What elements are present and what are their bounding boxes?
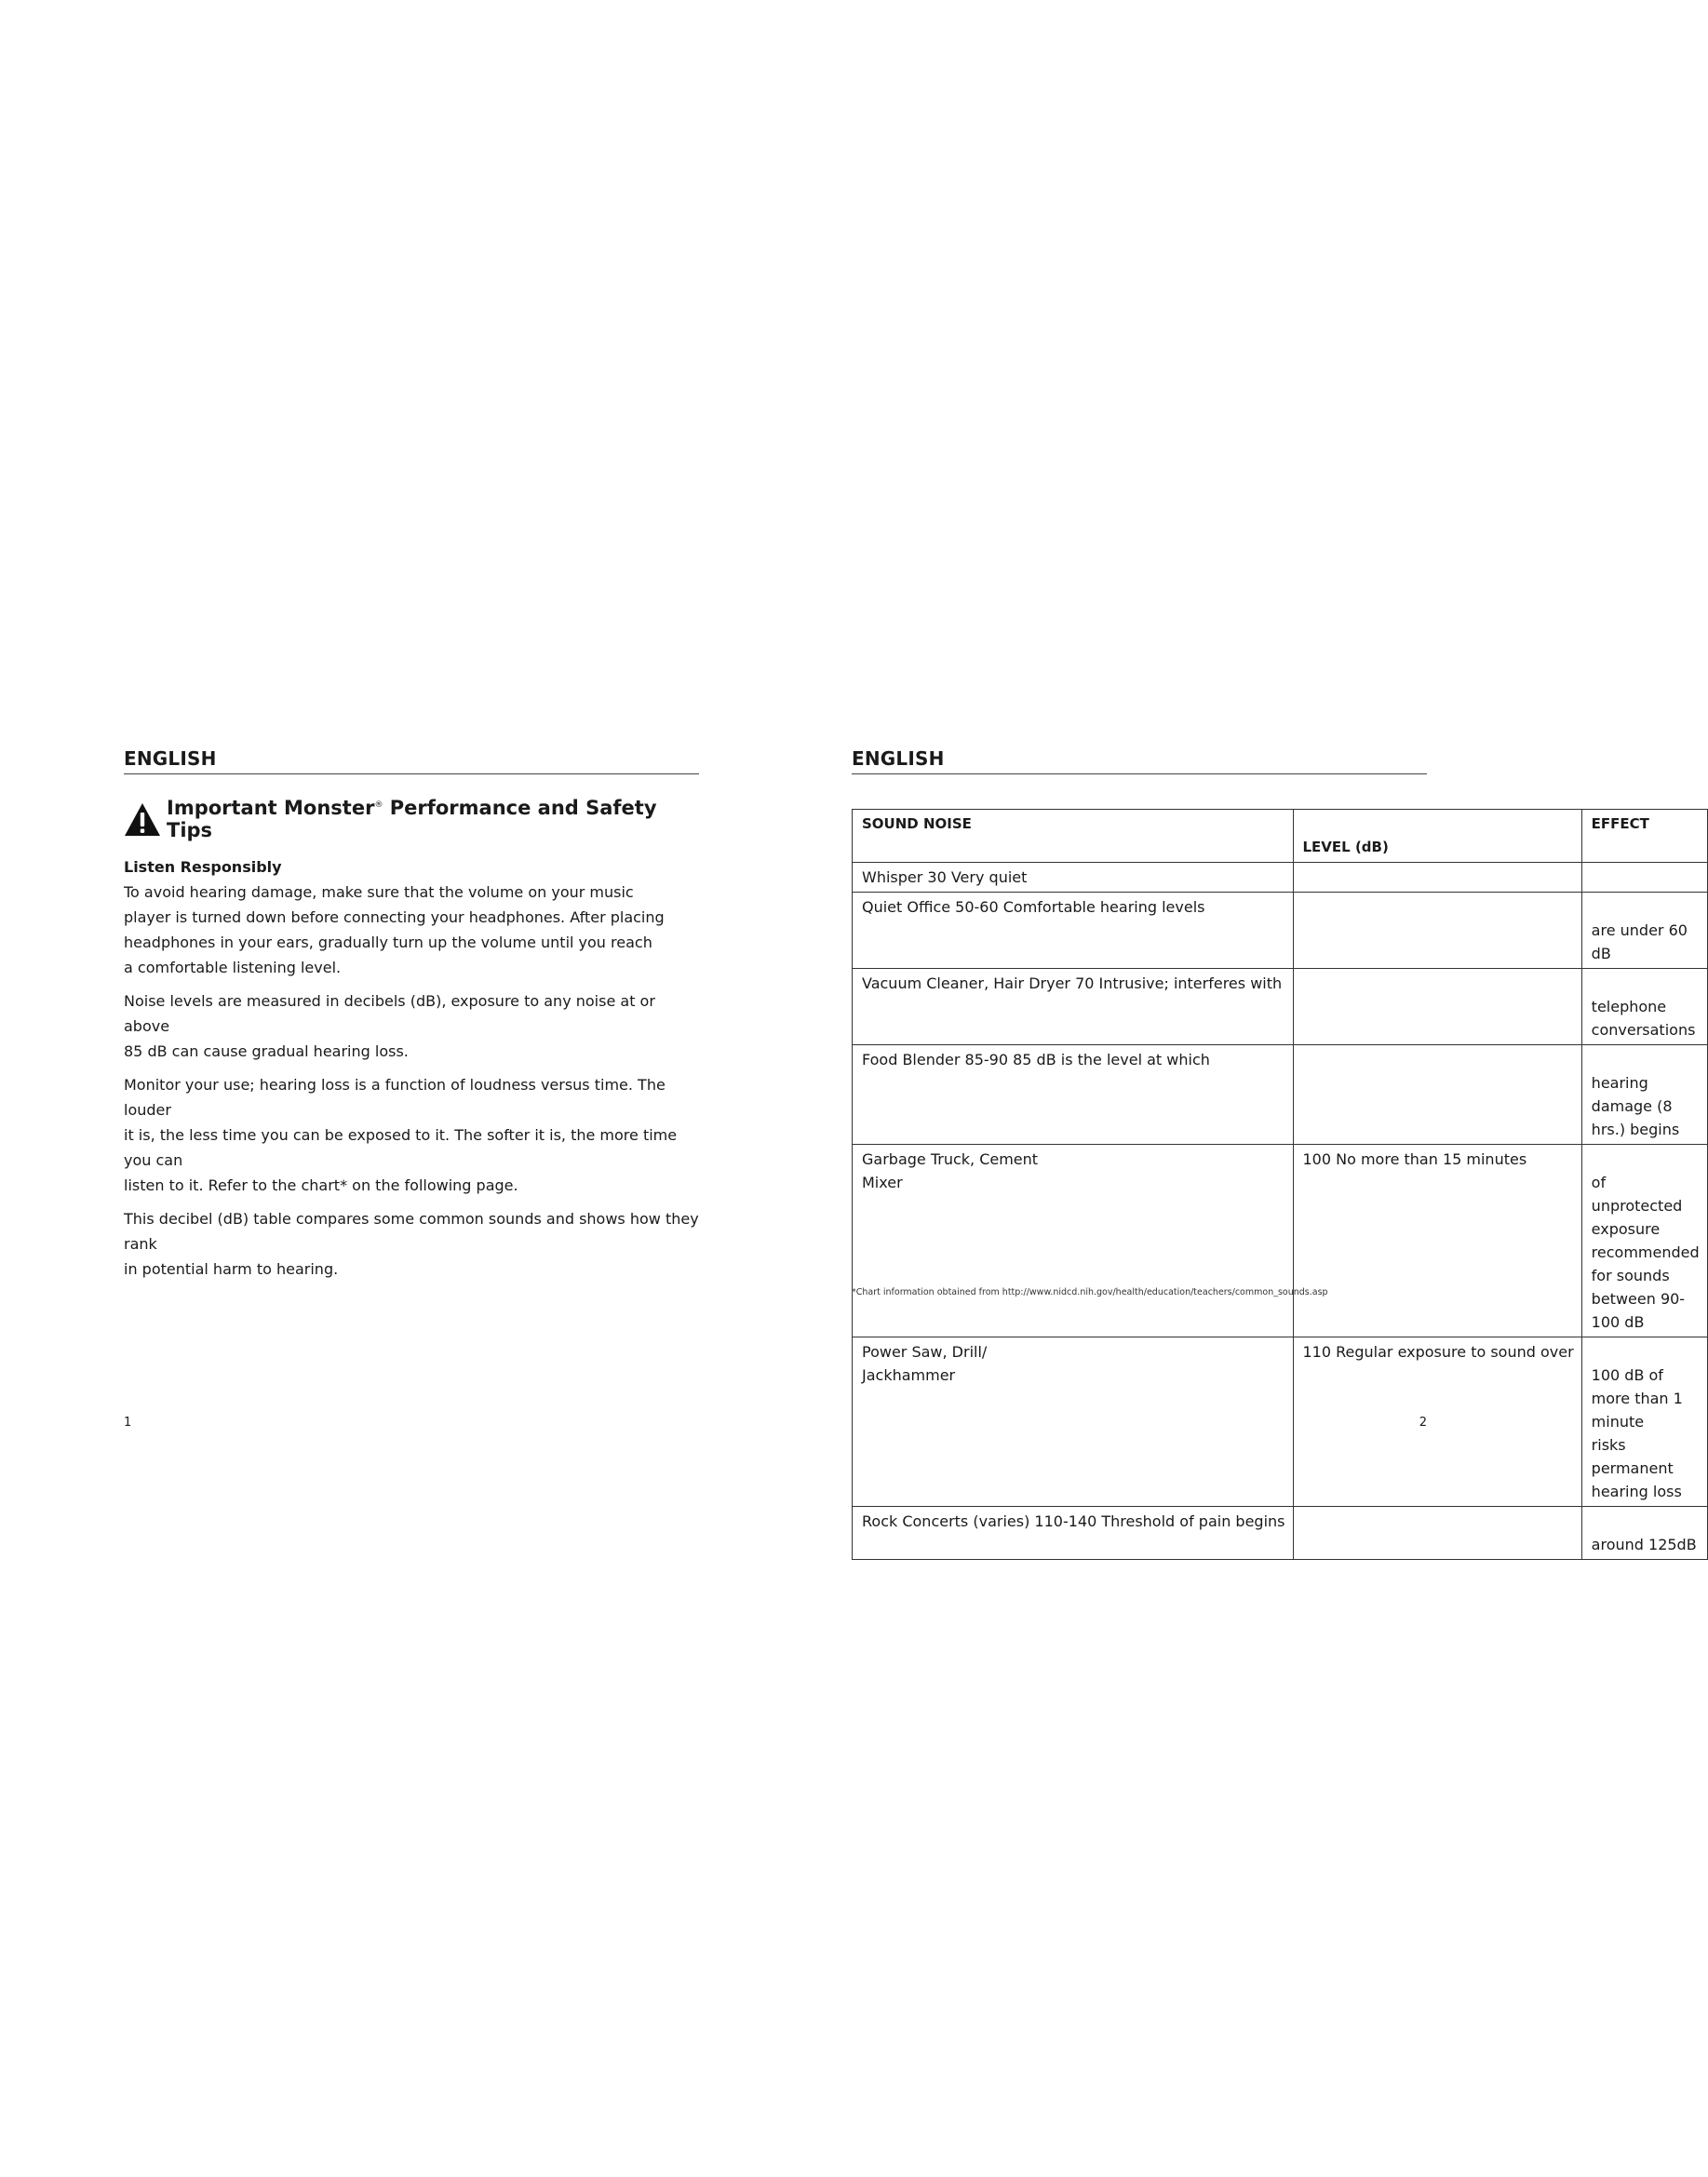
cell-text: Rock Concerts (varies) 110-140 Threshold of pain begins (862, 1512, 1285, 1530)
cell-text: Vacuum Cleaner, Hair Dryer 70 Intrusive; interferes with (862, 974, 1283, 992)
cell-text: Whisper 30 Very quiet (862, 868, 1028, 886)
table-header-row (853, 810, 1708, 863)
title-row (124, 797, 699, 841)
table-row (853, 863, 1708, 893)
cell-effect (1581, 1337, 1707, 1507)
text-line: listen to it. Refer to the chart* on the following page. (124, 1176, 518, 1194)
text-line: in potential harm to hearing. (124, 1260, 339, 1278)
title-rest: Performance and Safety Tips (167, 797, 657, 841)
cell-text: hearing damage (8 hrs.) begins (1591, 1074, 1680, 1138)
cell-level (1293, 863, 1581, 893)
cell-level (1293, 1337, 1581, 1507)
table-row (853, 1145, 1708, 1337)
text-line: Monitor your use; hearing loss is a function of loudness versus time. The louder (124, 1076, 666, 1119)
page-number: 1 (124, 1416, 132, 1430)
cell-level (1293, 969, 1581, 1045)
text-line: it is, the less time you can be exposed to it. The softer it is, the more time you can (124, 1126, 678, 1169)
cell-effect (1581, 863, 1707, 893)
cell-sound-noise (853, 1507, 1294, 1560)
table-body (853, 863, 1708, 1560)
cell-text: Food Blender 85-90 85 dB is the level at which (862, 1051, 1210, 1068)
text-line: Noise levels are measured in decibels (dB), exposure to any noise at or above (124, 992, 655, 1035)
cell-text: of unprotected exposure (1591, 1174, 1683, 1238)
cell-sound-noise (853, 863, 1294, 893)
text-line: a comfortable listening level. (124, 959, 342, 976)
warning-triangle-icon (124, 802, 161, 837)
text-line: To avoid hearing damage, make sure that the volume on your music (124, 883, 634, 901)
cell-effect (1581, 1507, 1707, 1560)
table-row (853, 969, 1708, 1045)
table-row (853, 1337, 1708, 1507)
page-number: 2 (1419, 1416, 1427, 1430)
body-text (124, 854, 699, 1282)
paragraph-3 (124, 1072, 699, 1198)
cell-text: Jackhammer (862, 1366, 956, 1384)
cell-effect (1581, 969, 1707, 1045)
table-row (853, 1045, 1708, 1145)
cell-text: are under 60 dB (1591, 921, 1688, 962)
header-level: LEVEL (dB) (1293, 810, 1581, 863)
cell-text: Garbage Truck, Cement (862, 1150, 1039, 1168)
decibel-table (852, 809, 1708, 1560)
cell-text: telephone conversations (1591, 998, 1696, 1039)
cell-text: Mixer (862, 1174, 903, 1191)
cell-sound-noise (853, 969, 1294, 1045)
cell-sound-noise (853, 1337, 1294, 1507)
cell-text: 100 No more than 15 minutes (1302, 1150, 1527, 1168)
cell-text: between 90-100 dB (1591, 1290, 1686, 1331)
language-header: ENGLISH (852, 747, 1427, 774)
cell-level (1293, 1045, 1581, 1145)
cell-text: recommended for sounds (1591, 1243, 1700, 1284)
cell-text: 100 dB of more than 1 minute (1591, 1366, 1683, 1431)
table-row (853, 893, 1708, 969)
paragraph-2 (124, 988, 699, 1064)
cell-text: around 125dB (1591, 1536, 1697, 1553)
text-line: 85 dB can cause gradual hearing loss. (124, 1042, 409, 1060)
registered-mark: ® (374, 800, 383, 810)
subheading: Listen Responsibly (124, 858, 282, 876)
cell-text: Quiet Office 50-60 Comfortable hearing levels (862, 898, 1205, 916)
cell-effect (1581, 893, 1707, 969)
text-line: headphones in your ears, gradually turn up the volume until you reach (124, 934, 652, 951)
paragraph-1 (124, 880, 699, 980)
paragraph-4 (124, 1206, 699, 1282)
cell-level (1293, 893, 1581, 969)
cell-sound-noise (853, 1045, 1294, 1145)
text-line: This decibel (dB) table compares some common sounds and shows how they rank (124, 1210, 699, 1253)
cell-level (1293, 1145, 1581, 1337)
footnote: *Chart information obtained from http://www.nidcd.nih.gov/health/education/teachers/common_sounds.asp (852, 1287, 1328, 1297)
text-line: player is turned down before connecting your headphones. After placing (124, 908, 665, 926)
cell-sound-noise (853, 1145, 1294, 1337)
header-effect: EFFECT (1581, 810, 1707, 863)
language-header: ENGLISH (124, 747, 699, 774)
page-title (167, 797, 699, 841)
title-brand: Important Monster (167, 797, 375, 819)
cell-sound-noise (853, 893, 1294, 969)
table-row (853, 1507, 1708, 1560)
cell-effect (1581, 1045, 1707, 1145)
cell-text: 110 Regular exposure to sound over (1302, 1343, 1574, 1361)
cell-effect (1581, 1145, 1707, 1337)
cell-text: risks permanent hearing loss (1591, 1436, 1682, 1500)
header-sound-noise: SOUND NOISE (853, 810, 1294, 863)
cell-level (1293, 1507, 1581, 1560)
cell-text: Power Saw, Drill/ (862, 1343, 988, 1361)
